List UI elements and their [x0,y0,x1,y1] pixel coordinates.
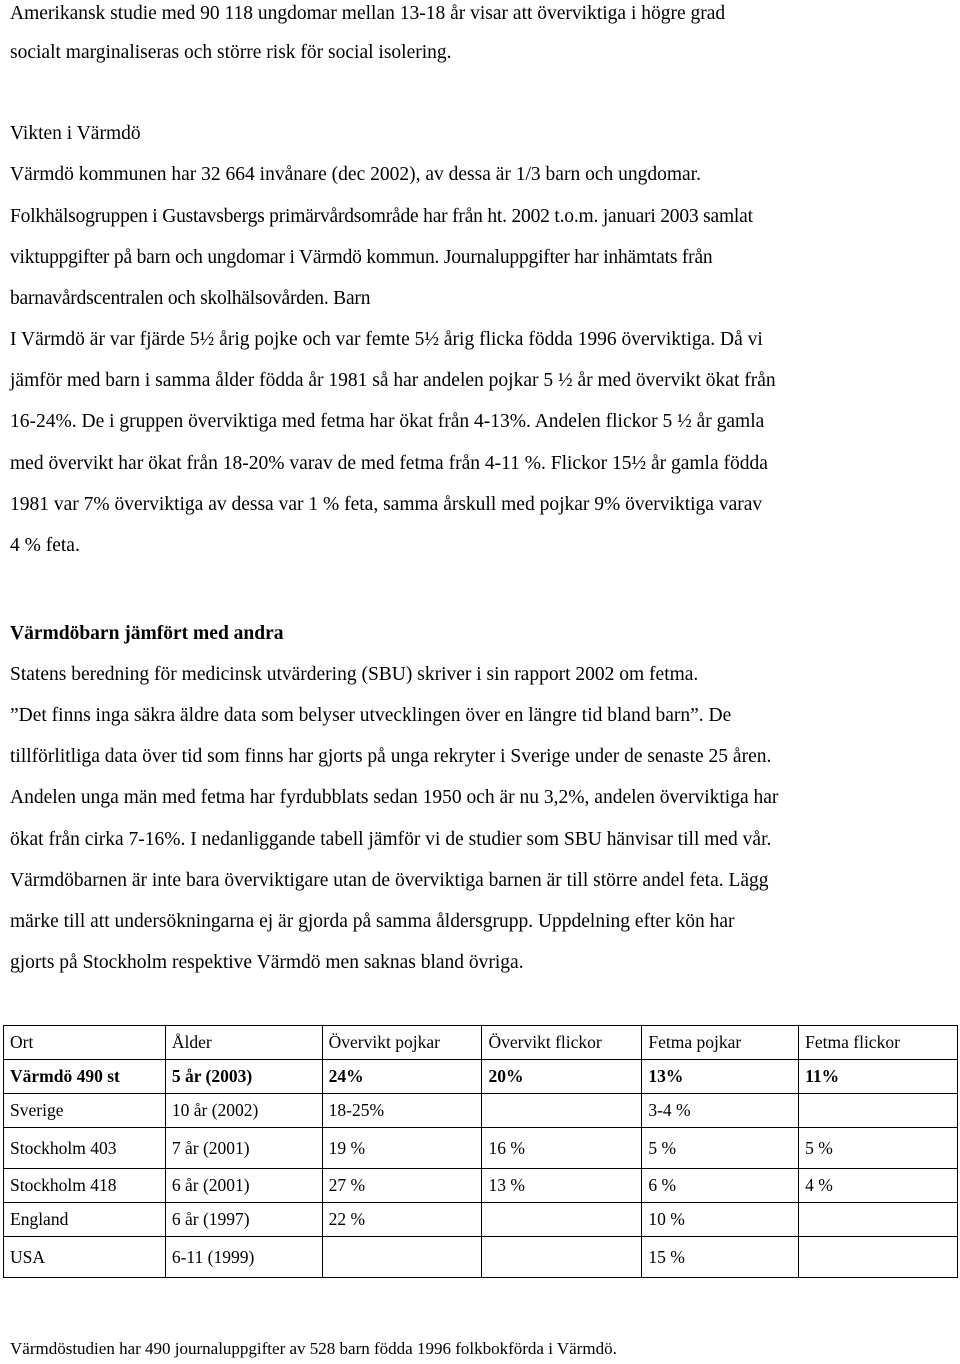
table-cell: 4 % [799,1169,958,1203]
table-cell: 13 % [482,1169,642,1203]
paragraph-line: Värmdöbarnen är inte bara överviktigare utan de överviktiga barnen är till större andel feta. Lägg [10,870,769,891]
paragraph-line: viktuppgifter på barn och ungdomar i Värmdö kommun. Journaluppgifter har inhämtats från [10,247,713,268]
paragraph-line: Andelen unga män med fetma har fyrdubblats sedan 1950 och är nu 3,2%, andelen överviktiga har [10,787,779,808]
table-header-cell: Ålder [165,1026,322,1060]
paragraph-line: Statens beredning för medicinsk utvärdering (SBU) skriver i sin rapport 2002 om fetma. [10,664,699,685]
table-cell [482,1203,642,1237]
table-cell: Stockholm 403 [4,1128,166,1169]
comparison-table [3,1025,958,1278]
table-header-cell: Fetma flickor [799,1026,958,1060]
paragraph-line: barnavårdscentralen och skolhälsovården. Barn [10,288,371,309]
paragraph-line: Värmdö kommunen har 32 664 invånare (dec 2002), av dessa är 1/3 barn och ungdomar. [10,164,701,185]
section-heading: Värmdöbarn jämfört med andra [10,623,284,644]
table-row [4,1237,958,1278]
paragraph-line: jämför med barn i samma ålder födda år 1981 så har andelen pojkar 5 ½ år med övervikt ökat från [10,370,776,391]
table-cell: Stockholm 418 [4,1169,166,1203]
table-header-cell: Övervikt pojkar [322,1026,482,1060]
paragraph-line: gjorts på Stockholm respektive Värmdö men saknas bland övriga. [10,952,524,973]
table-cell: 6 år (1997) [165,1203,322,1237]
paragraph-line: Amerikansk studie med 90 118 ungdomar mellan 13-18 år visar att överviktiga i högre grad [10,3,726,24]
table-cell: 15 % [642,1237,799,1278]
table-cell: 22 % [322,1203,482,1237]
table-cell [482,1237,642,1278]
table-cell: 3-4 % [642,1094,799,1128]
paragraph-line: 1981 var 7% överviktiga av dessa var 1 % feta, samma årskull med pojkar 9% överviktiga varav [10,494,763,515]
table-cell [799,1094,958,1128]
table-cell: 6-11 (1999) [165,1237,322,1278]
table-row [4,1128,958,1169]
paragraph-line: ökat från cirka 7-16%. I nedanliggande tabell jämför vi de studier som SBU hänvisar till med vår. [10,829,772,850]
table-cell: 20% [482,1060,642,1094]
table-header-cell: Ort [4,1026,166,1060]
paragraph-line: med övervikt har ökat från 18-20% varav de med fetma från 4-11 %. Flickor 15½ år gamla födda [10,453,768,474]
table-cell [322,1237,482,1278]
table-cell: 16 % [482,1128,642,1169]
table-header-row [4,1026,958,1060]
paragraph-line: Folkhälsogruppen i Gustavsbergs primärvårdsområde har från ht. 2002 t.o.m. januari 2003 samlat [10,206,753,227]
table-cell: 24% [322,1060,482,1094]
table-cell: USA [4,1237,166,1278]
paragraph-line: tillförlitliga data över tid som finns har gjorts på unga rekryter i Sverige under de senaste 25 åren. [10,746,772,767]
table-cell [799,1203,958,1237]
table-cell [799,1237,958,1278]
paragraph-line: märke till att undersökningarna ej är gjorda på samma åldersgrupp. Uppdelning efter kön har [10,911,735,932]
table-cell: 5 % [799,1128,958,1169]
footnote: Värmdöstudien har 490 journaluppgifter av 528 barn födda 1996 folkbokförda i Värmdö. [10,1339,617,1358]
table-cell: 27 % [322,1169,482,1203]
paragraph-line: 4 % feta. [10,535,80,556]
table-header-cell: Övervikt flickor [482,1026,642,1060]
table-cell: 5 år (2003) [165,1060,322,1094]
paragraph-line: 16-24%. De i gruppen överviktiga med fetma har ökat från 4-13%. Andelen flickor 5 ½ år gamla [10,411,765,432]
table-cell: 7 år (2001) [165,1128,322,1169]
table-cell: 5 % [642,1128,799,1169]
table-cell [482,1094,642,1128]
table-cell: 10 år (2002) [165,1094,322,1128]
table-cell: 6 % [642,1169,799,1203]
table-cell: 18-25% [322,1094,482,1128]
table-cell: Sverige [4,1094,166,1128]
paragraph-line: ”Det finns inga säkra äldre data som belyser utvecklingen över en längre tid bland barn”. De [10,705,732,726]
section-heading: Vikten i Värmdö [10,123,141,144]
table-cell: 11% [799,1060,958,1094]
table-cell: 19 % [322,1128,482,1169]
table-header-cell: Fetma pojkar [642,1026,799,1060]
table-cell: 10 % [642,1203,799,1237]
table-row [4,1169,958,1203]
table-cell: Värmdö 490 st [4,1060,166,1094]
table-cell: England [4,1203,166,1237]
table-row [4,1094,958,1128]
table-row [4,1060,958,1094]
paragraph-line: socialt marginaliseras och större risk för social isolering. [10,42,452,63]
table-row [4,1203,958,1237]
paragraph-line: I Värmdö är var fjärde 5½ årig pojke och var femte 5½ årig flicka födda 1996 överviktiga. Då vi [10,329,763,350]
table-cell: 13% [642,1060,799,1094]
table-cell: 6 år (2001) [165,1169,322,1203]
